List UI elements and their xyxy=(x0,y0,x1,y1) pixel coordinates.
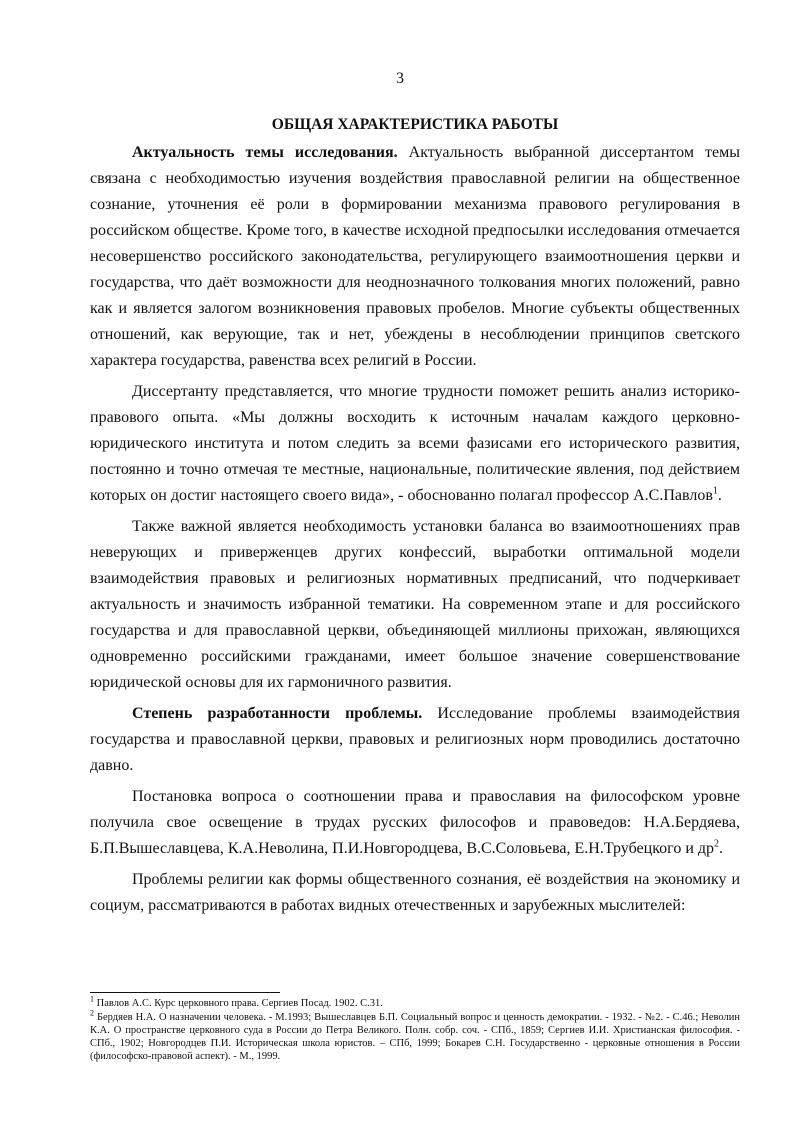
footnotes xyxy=(90,994,740,1064)
footnote xyxy=(90,994,740,1010)
paragraph-text: Проблемы религии как формы общественного сознания, её воздействия на экономику и социум, рассматриваются в работах видных отечественных и зарубежных мыслителей: xyxy=(90,871,740,914)
paragraph-text-end: . xyxy=(719,840,724,857)
paragraph-historical-experience xyxy=(90,379,740,509)
paragraph-text: Постановка вопроса о соотношении права и православия на философском уровне получила свое освещение в трудах русских философов и правоведов: Н.А.Бердяева, Б.П.Вышеславцева, К.А.Неволина, П.И.Новгородцева, В.С.Соловьева, Е.Н.Трубецкого и др xyxy=(90,788,740,857)
paragraph-lead: Степень разработанности проблемы. xyxy=(132,705,423,722)
footnote-number: 1 xyxy=(90,994,94,1004)
paragraph-balance xyxy=(90,514,740,696)
paragraph-text: Также важной является необходимость установки баланса во взаимоотношениях прав неверующих и приверженцев других конфессий, выработки оптимальной модели взаимодействия правовых и религиозных нормативных предписаний, что подчеркивает актуальность и значимость избранной тематики. На современном этапе и для российского государства и для православной церкви, объединяющей миллионы прихожан, являющихся одновременно российскими гражданами, имеет большое значение совершенствование юридической основы для их гармоничного развития. xyxy=(90,518,740,691)
paragraph-text: Актуальность выбранной диссертантом темы связана с необходимостью изучения воздействия православной религии на общественное сознание, уточнения её роли в формировании механизма правового регулирования в российском обществе. Кроме того, в качестве исходной предпосылки исследования отмечается несовершенство российского законодательства, регулирующего взаимоотношения церкви и государства, что даёт возможности для неоднозначного толкования многих положений, равно как и является залогом возникновения правовых пробелов. Многие субъекты общественных отношений, как верующие, так и нет, убеждены в несоблюдении принципов светского характера государства, равенства всех религий в России. xyxy=(90,144,740,369)
paragraph-relevance xyxy=(90,140,740,374)
body-text xyxy=(90,140,740,924)
paragraph-religion-problems xyxy=(90,867,740,919)
footnote-ref: 1 xyxy=(712,485,718,497)
section-title: ОБЩАЯ ХАРАКТЕРИСТИКА РАБОТЫ xyxy=(271,116,559,133)
paragraph-lead: Актуальность темы исследования. xyxy=(132,144,398,161)
page-number: 3 xyxy=(396,70,404,87)
footnote-text: Павлов А.С. Курс церковного права. Сергиев Посад. 1902. С.31. xyxy=(94,998,383,1009)
footnote-number: 2 xyxy=(90,1008,94,1018)
paragraph-philosophers xyxy=(90,784,740,862)
paragraph-text: Диссертанту представляется, что многие трудности поможет решить анализ историко-правового опыта. «Мы должны восходить к источным началам каждого церковно-юридического института и потом следить за всеми фазисами его исторического развития, постоянно и точно отмечая те местные, национальные, политические явления, под действием которых он достиг настоящего своего вида», - обоснованно полагал профессор А.С.Павлов xyxy=(90,383,740,504)
paragraph-text-end: . xyxy=(717,487,722,504)
footnote-ref: 2 xyxy=(714,838,720,850)
paragraph-degree-of-development xyxy=(90,701,740,779)
paragraph-text: Исследование проблемы взаимодействия государства и православной церкви, правовых и религиозных норм проводились достаточно давно. xyxy=(90,705,740,774)
footnote-text: Бердяев Н.А. О назначении человека. - М.1993; Вышеславцев Б.П. Социальный вопрос и ценность демократии. - 1932. - №2. - С.46.; Неволин К.А. О пространстве церковного суда в России до Петра Великого. Полн. собр. соч. - СПб., 1859; Сергиев И.И. Христианская философия. - СПб., 1902; Новгородцев П.И. Историческая школа юристов. – СПб, 1999; Бокарев С.Н. Государственно - церковные отношения в России (философско-правовой аспект). - М., 1999. xyxy=(90,1012,740,1062)
footnote-divider xyxy=(90,992,280,993)
footnote xyxy=(90,1008,740,1063)
